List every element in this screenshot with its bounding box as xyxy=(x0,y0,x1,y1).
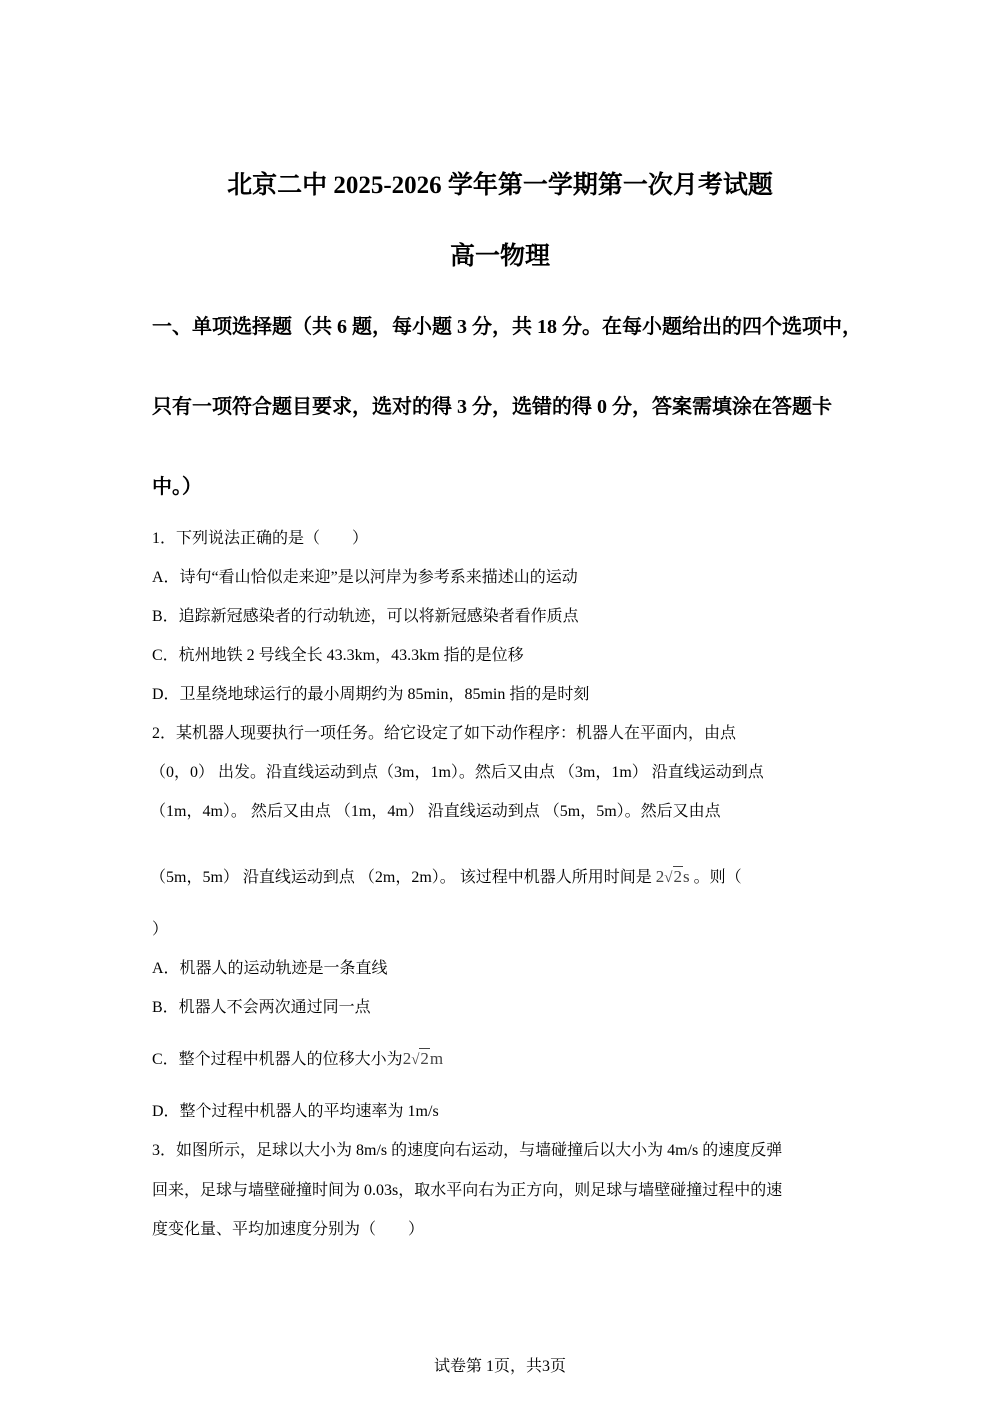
q1-stem: 1．下列说法正确的是（ ） xyxy=(152,530,369,547)
q2-option-d: D．整个过程中机器人的平均速率为 1m/s xyxy=(152,1103,439,1120)
q2-stem-line-5: ） xyxy=(152,921,169,938)
q2-time-radicand: 2 xyxy=(673,867,683,886)
q2-displacement-coef: 2 xyxy=(402,1049,412,1068)
q1-option-d: D．卫星绕地球运行的最小周期约为 85min，85min 指的是时刻 xyxy=(152,686,590,703)
sqrt-symbol-icon: √2 xyxy=(664,867,683,886)
q2-displacement-formula xyxy=(403,1049,443,1068)
q2-stem-line-3: （1m，4m）。 然后又由点 （1m，4m） 沿直线运动到点 （5m，5m）。然后又由点 xyxy=(150,803,721,820)
exam-subject: 高一物理 xyxy=(449,243,550,270)
q2-stem-line-2: （0，0） 出发。沿直线运动到点（3m，1m）。然后又由点 （3m，1m） 沿直线运动到点 xyxy=(150,764,764,781)
section-heading-line-1: 一、单项选择题（共 6 题，每小题 3 分，共 18 分。在每小题给出的四个选项中， xyxy=(152,316,862,338)
q2-option-c xyxy=(152,1048,443,1071)
page-footer: 试卷第 1页，共3页 xyxy=(433,1358,566,1375)
q2-option-c-text: C．整个过程中机器人的位移大小为 xyxy=(152,1051,403,1068)
q2-option-b: B．机器人不会两次通过同一点 xyxy=(152,999,371,1016)
q2-displacement-unit: m xyxy=(429,1049,444,1068)
q1-option-c: C．杭州地铁 2 号线全长 43.3km，43.3km 指的是位移 xyxy=(152,647,524,664)
q1-option-b: B．追踪新冠感染者的行动轨迹，可以将新冠感染者看作质点 xyxy=(152,608,579,625)
section-heading-line-2: 只有一项符合题目要求，选对的得 3 分，选错的得 0 分，答案需填涂在答题卡 xyxy=(152,396,832,418)
q3-stem-line-1: 3．如图所示，足球以大小为 8m/s 的速度向右运动，与墙碰撞后以大小为 4m/s 的速度反弹 xyxy=(152,1142,783,1159)
q2-time-formula xyxy=(656,867,690,886)
q2-time-coef: 2 xyxy=(655,867,665,886)
q2-option-a: A．机器人的运动轨迹是一条直线 xyxy=(152,960,388,977)
q2-displacement-radicand: 2 xyxy=(420,1049,429,1068)
q2-stem-line-4 xyxy=(150,866,742,889)
q2-stem-line-1: 2．某机器人现要执行一项任务。给它设定了如下动作程序：机器人在平面内，由点 xyxy=(152,725,737,742)
q2-time-unit: s xyxy=(683,867,690,886)
q3-stem-line-3: 度变化量、平均加速度分别为（ ） xyxy=(152,1221,425,1238)
q2-stem-line-4-tail: 。则（ xyxy=(689,869,742,886)
q2-stem-line-4-text: （5m，5m） 沿直线运动到点 （2m，2m）。 该过程中机器人所用时间是 xyxy=(150,869,656,886)
q3-stem-line-2: 回来，足球与墙壁碰撞时间为 0.03s，取水平向右为正方向，则足球与墙壁碰撞过程中的速 xyxy=(152,1182,783,1199)
exam-title: 北京二中 2025-2026 学年第一学期第一次月考试题 xyxy=(227,172,773,199)
sqrt-symbol-icon: √2 xyxy=(411,1049,429,1068)
section-heading-line-3: 中。） xyxy=(152,476,202,498)
q1-option-a: A．诗句“看山恰似走来迎”是以河岸为参考系来描述山的运动 xyxy=(152,569,578,586)
